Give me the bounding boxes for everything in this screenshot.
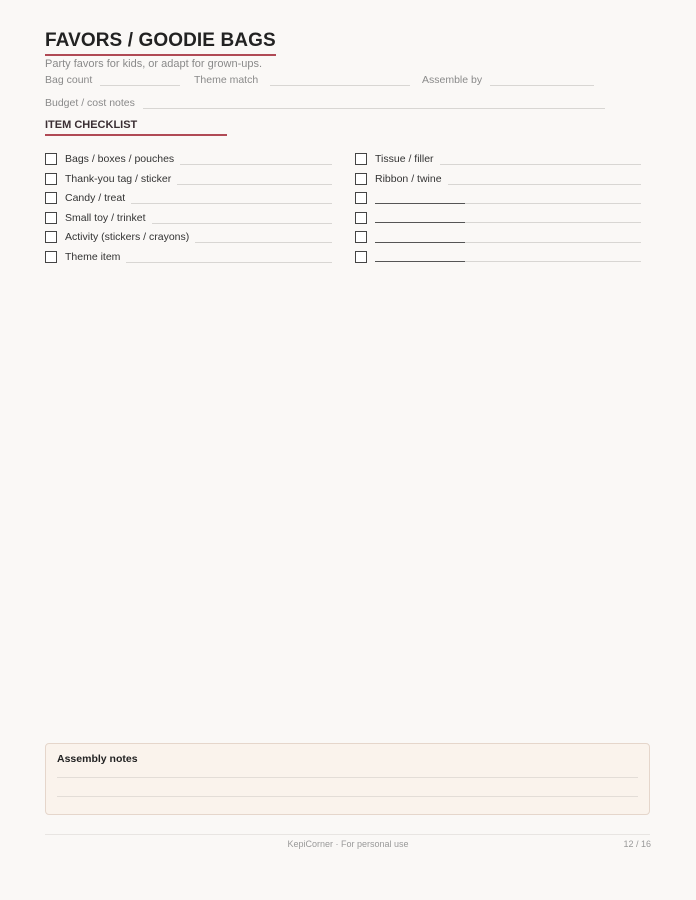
checklist-heading: ITEM CHECKLIST xyxy=(45,119,227,136)
checkbox[interactable] xyxy=(355,251,367,263)
item-line[interactable] xyxy=(152,212,332,224)
checklist-item xyxy=(45,230,332,244)
footer-text: KepiCorner · For personal use xyxy=(287,839,409,849)
checkbox[interactable] xyxy=(45,192,57,204)
checkbox[interactable] xyxy=(45,231,57,243)
assembly-notes-box[interactable] xyxy=(45,743,650,815)
assemble-by-label: Assemble by xyxy=(422,74,483,86)
checklist-item-blank xyxy=(355,250,641,264)
budget-notes-field xyxy=(45,97,605,109)
checklist-item xyxy=(355,152,641,166)
assembly-notes-title: Assembly notes xyxy=(57,753,138,765)
checklist-item-blank xyxy=(355,211,641,225)
item-label: Activity (stickers / crayons) xyxy=(65,231,190,243)
budget-notes-line[interactable] xyxy=(143,98,605,109)
blank-label-line[interactable] xyxy=(375,212,465,223)
item-line[interactable] xyxy=(195,231,332,243)
assemble-by-line[interactable] xyxy=(490,75,594,86)
checklist-item xyxy=(45,250,332,264)
item-line[interactable] xyxy=(465,232,641,243)
page-subtitle: Party favors for kids, or adapt for grown-ups. xyxy=(45,58,263,70)
checklist-item-blank xyxy=(355,191,641,205)
budget-notes-label: Budget / cost notes xyxy=(45,97,135,109)
notes-line xyxy=(57,777,638,778)
theme-match-line[interactable] xyxy=(270,75,410,86)
item-line[interactable] xyxy=(180,153,332,165)
item-line[interactable] xyxy=(448,173,641,185)
notes-line xyxy=(57,796,638,797)
item-line[interactable] xyxy=(177,173,332,185)
checkbox[interactable] xyxy=(355,231,367,243)
checklist-item xyxy=(45,211,332,225)
checkbox[interactable] xyxy=(355,212,367,224)
item-line[interactable] xyxy=(465,212,641,223)
item-line[interactable] xyxy=(440,153,641,165)
item-line[interactable] xyxy=(131,192,332,204)
blank-label-line[interactable] xyxy=(375,232,465,243)
checklist-item xyxy=(45,191,332,205)
bag-count-label: Bag count xyxy=(45,74,93,86)
checkbox[interactable] xyxy=(45,212,57,224)
footer-divider xyxy=(45,834,650,835)
checklist-item xyxy=(355,172,641,186)
page-title: FAVORS / GOODIE BAGS xyxy=(45,30,276,56)
checkbox[interactable] xyxy=(45,153,57,165)
checkbox[interactable] xyxy=(355,153,367,165)
checkbox[interactable] xyxy=(45,173,57,185)
item-label: Small toy / trinket xyxy=(65,211,146,224)
blank-label-line[interactable] xyxy=(375,251,465,262)
item-line[interactable] xyxy=(126,251,332,263)
checklist-item xyxy=(45,152,332,166)
page-number: 12 / 16 xyxy=(623,839,651,849)
item-line[interactable] xyxy=(465,251,641,262)
bag-count-field xyxy=(45,74,180,86)
theme-match-field xyxy=(194,74,410,86)
item-label: Bags / boxes / pouches xyxy=(65,153,175,165)
checklist-item-blank xyxy=(355,230,641,244)
theme-match-label: Theme match xyxy=(194,74,259,86)
checkbox[interactable] xyxy=(355,173,367,185)
item-line[interactable] xyxy=(465,193,641,204)
checkbox[interactable] xyxy=(45,251,57,263)
item-label: Theme item xyxy=(65,250,121,263)
bag-count-line[interactable] xyxy=(100,75,180,86)
checklist-item xyxy=(45,172,332,186)
item-label: Ribbon / twine xyxy=(375,172,442,185)
item-label: Candy / treat xyxy=(65,192,126,204)
item-label: Thank-you tag / sticker xyxy=(65,172,172,185)
blank-label-line[interactable] xyxy=(375,193,465,204)
checkbox[interactable] xyxy=(355,192,367,204)
assemble-by-field xyxy=(422,74,594,86)
item-label: Tissue / filler xyxy=(375,153,434,165)
